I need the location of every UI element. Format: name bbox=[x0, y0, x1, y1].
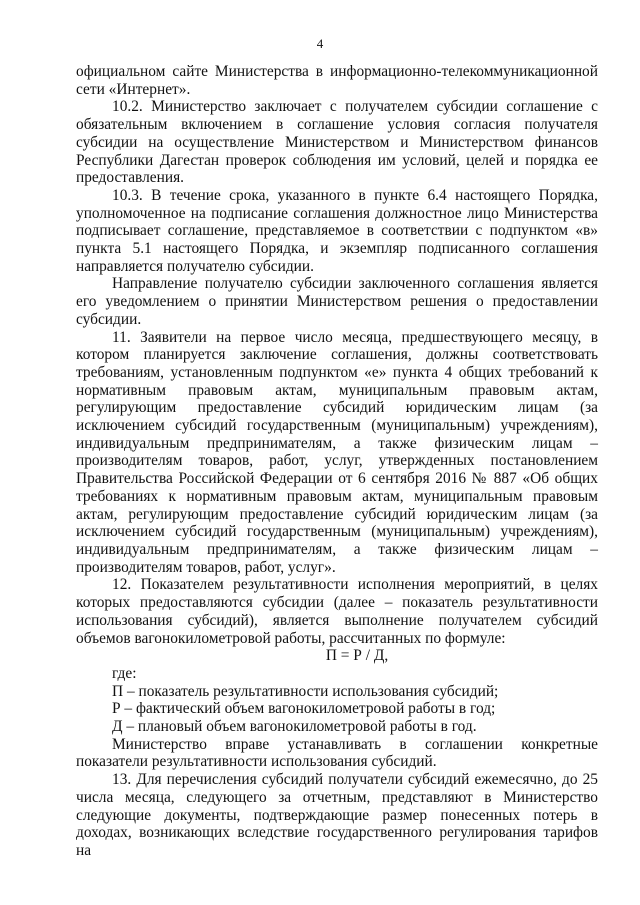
paragraph-agreement-notice: Направление получателю субсидии заключенного соглашения является его уведомлением о принятии Министерством решения о предоставлении субсидии. bbox=[76, 275, 598, 328]
paragraph-11: 11. Заявители на первое число месяца, предшествующего месяцу, в котором планируется заключение соглашения, должны соответствовать требованиям, установленным подпунктом «е» пункта 4 общих требований к нормативным правовым актам, муниципальным правовым актам, регулирующим предоставление субсидий юридическим лицам (за исключением субсидий государственным (муниципальным) учреждениям), индивидуальным предпринимателям, а также физическим лицам – производителям товаров, работ, услуг, утвержденных постановлением Правительства Российской Федерации от 6 сентября 2016 № 887 «Об общих требованиях к нормативным правовым актам, муниципальным правовым актам, регулирующим предоставление субсидий юридическим лицам (за исключением субсидий государственным (муниципальным) учреждениям), индивидуальным предпринимателям, а также физическим лицам – производителям товаров, работ, услуг». bbox=[76, 328, 598, 576]
page-number: 4 bbox=[316, 36, 324, 51]
paragraph-12: 12. Показателем результативности исполнения мероприятий, в целях которых предоставляются субсидии (далее – показатель результативности использования субсидий), является выполнение получателем субсидий объемов вагонокилометровой работы, рассчитанных по формуле: bbox=[76, 576, 598, 647]
formula: П = Р / Д, bbox=[325, 647, 389, 665]
paragraph-10-2: 10.2. Министерство заключает с получателем субсидии соглашение с обязательным включением в соглашение условия согласия получателя субсидии на осуществление Министерством и Министерством финансов Республики Дагестан проверок соблюдения им условий, целей и порядка ее предоставления. bbox=[76, 98, 598, 187]
where-label: где: bbox=[112, 664, 137, 682]
definition-r: Р – фактический объем вагонокилометровой работы в год; bbox=[112, 700, 496, 718]
document-body bbox=[76, 63, 598, 860]
definition-p: П – показатель результативности использования субсидий; bbox=[112, 682, 499, 700]
paragraph-continuation: официальном сайте Министерства в информационно-телекоммуникационной сети «Интернет». bbox=[76, 63, 598, 98]
definition-d: Д – плановый объем вагонокилометровой работы в год. bbox=[112, 718, 477, 736]
paragraph-10-3: 10.3. В течение срока, указанного в пункте 6.4 настоящего Порядка, уполномоченное на подписание соглашения должностное лицо Министерства подписывает соглашение, представляемое в соответствии с подпунктом «в» пункта 5.1 настоящего Порядка, и экземпляр подписанного соглашения направляется получателю субсидии. bbox=[76, 186, 598, 275]
paragraph-13: 13. Для перечисления субсидий получатели субсидий ежемесячно, до 25 числа месяца, следующего за отчетным, представляют в Министерство следующие документы, подтверждающие размер понесенных потерь в доходах, возникающих вследствие государственного регулирования тарифов на bbox=[76, 771, 598, 859]
paragraph-ministry-right: Министерство вправе устанавливать в соглашении конкретные показатели результативности использования субсидий. bbox=[76, 735, 598, 771]
